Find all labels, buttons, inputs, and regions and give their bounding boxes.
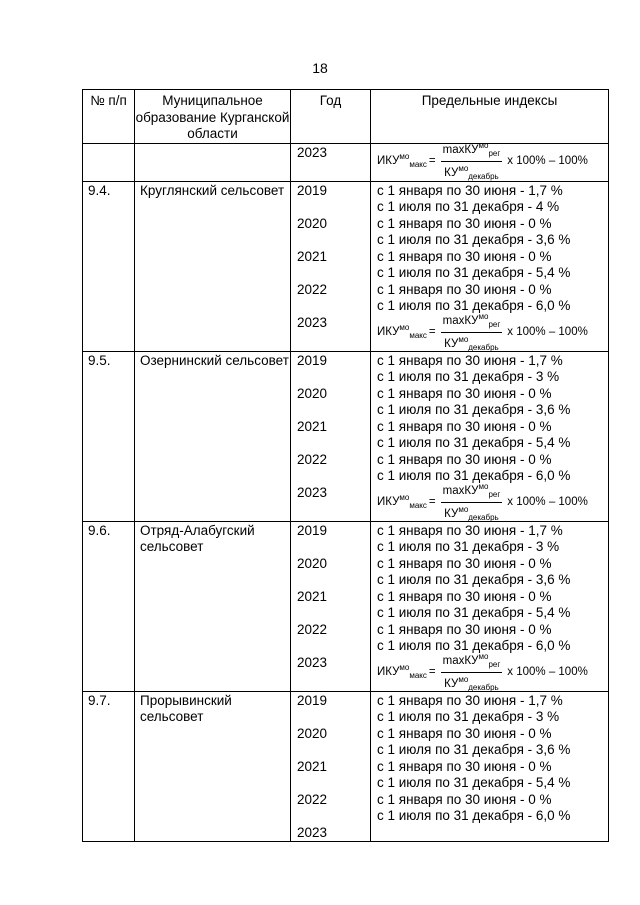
cell-municipality: Круглянский сельсовет — [135, 181, 291, 351]
formula: $ИКУ^{мо}_{макс}$ = $\frac{\max КУ^{мо}_{рег}}{КУ^{мо}_{декабрь}}$ x 100% – 100% — [377, 481, 588, 523]
formula: $ИКУ^{мо}_{макс}$ = $\frac{\max КУ^{мо}_{рег}}{КУ^{мо}_{декабрь}}$ x 100% – 100% — [377, 140, 588, 182]
cell-num — [83, 143, 135, 181]
year-value: 2020 — [297, 725, 328, 741]
year-value: 2020 — [297, 215, 328, 231]
index-line: с 1 июля по 31 декабря - 3,6 % — [377, 572, 571, 587]
year-value: 2022 — [297, 621, 328, 637]
year-value: 2019 — [297, 352, 328, 368]
cell-municipality — [135, 143, 291, 181]
cell-year — [291, 691, 371, 842]
index-line: с 1 января по 30 июня - 0 % — [377, 621, 552, 637]
index-line: с 1 июля по 31 декабря - 5,4 % — [377, 775, 571, 790]
cell-indices — [371, 691, 609, 842]
index-line: с 1 июля по 31 декабря - 6,0 % — [377, 638, 571, 653]
formula: $ИКУ^{мо}_{макс}$ = $\frac{\max КУ^{мо}_{рег}}{КУ^{мо}_{декабрь}}$ x 100% – 100% — [377, 651, 588, 693]
year-value: 2022 — [297, 791, 328, 807]
formula-lhs: $ИКУ^{мо}_{макс}$ — [377, 663, 427, 681]
index-line: с 1 июля по 31 декабря - 4 % — [377, 199, 560, 214]
year-value: 2021 — [297, 418, 328, 434]
index-line: с 1 июля по 31 декабря - 3 % — [377, 539, 560, 554]
cell-year — [291, 521, 371, 691]
cell-num: 9.7. — [83, 691, 135, 842]
year-value: 2020 — [297, 385, 328, 401]
index-line: с 1 января по 30 июня - 0 % — [377, 215, 552, 231]
cell-municipality: Прорывинский сельсовет — [135, 691, 291, 842]
cell-municipality: Озернинский сельсовет — [135, 351, 291, 521]
index-line: с 1 января по 30 июня - 0 % — [377, 385, 552, 401]
formula-lhs: $ИКУ^{мо}_{макс}$ — [377, 323, 427, 341]
table-row — [83, 691, 609, 842]
formula: $ИКУ^{мо}_{макс}$ = $\frac{\max КУ^{мо}_{рег}}{КУ^{мо}_{декабрь}}$ x 100% – 100% — [377, 311, 588, 353]
cell-indices — [371, 181, 609, 351]
year-value: 2023 — [297, 654, 328, 670]
year-value: 2023 — [297, 144, 328, 160]
formula-lhs: $ИКУ^{мо}_{макс}$ — [377, 493, 427, 511]
formula-lhs: $ИКУ^{мо}_{макс}$ — [377, 152, 427, 170]
table-row — [83, 521, 609, 691]
index-line: с 1 января по 30 июня - 0 % — [377, 758, 552, 774]
year-value: 2019 — [297, 522, 328, 538]
cell-num: 9.6. — [83, 521, 135, 691]
index-line: с 1 января по 30 июня - 1,7 % — [377, 522, 563, 538]
cell-indices — [371, 140, 609, 182]
index-line: с 1 июля по 31 декабря - 3,6 % — [377, 232, 571, 247]
continued-row — [83, 143, 609, 181]
index-line: с 1 июля по 31 декабря - 6,0 % — [377, 298, 571, 313]
index-line: с 1 января по 30 июня - 1,7 % — [377, 692, 563, 708]
page-number: 18 — [312, 60, 328, 76]
cell-indices — [371, 521, 609, 691]
index-line: с 1 января по 30 июня - 1,7 % — [377, 352, 563, 368]
year-value: 2019 — [297, 182, 328, 198]
year-value: 2021 — [297, 248, 328, 264]
cell-num: 9.4. — [83, 181, 135, 351]
header-year: Год — [291, 90, 371, 144]
year-value: 2021 — [297, 588, 328, 604]
index-line: с 1 января по 30 июня - 0 % — [377, 791, 552, 807]
index-line: с 1 июля по 31 декабря - 3,6 % — [377, 402, 571, 417]
index-line: с 1 января по 30 июня - 0 % — [377, 588, 552, 604]
cell-year — [291, 143, 371, 181]
index-line: с 1 января по 30 июня - 0 % — [377, 451, 552, 467]
index-line: с 1 января по 30 июня - 0 % — [377, 555, 552, 571]
year-value: 2022 — [297, 451, 328, 467]
year-value: 2023 — [297, 824, 328, 840]
index-line: с 1 января по 30 июня - 0 % — [377, 248, 552, 264]
index-line: с 1 июля по 31 декабря - 6,0 % — [377, 808, 571, 823]
year-value: 2023 — [297, 484, 328, 500]
cell-municipality: Отряд-Алабугский сельсовет — [135, 521, 291, 691]
index-line: с 1 января по 30 июня - 0 % — [377, 281, 552, 297]
index-line: с 1 июля по 31 декабря - 5,4 % — [377, 265, 571, 280]
header-row — [83, 90, 609, 144]
index-line: с 1 января по 30 июня - 0 % — [377, 418, 552, 434]
cell-num: 9.5. — [83, 351, 135, 521]
cell-year — [291, 351, 371, 521]
year-value: 2023 — [297, 314, 328, 330]
index-line: с 1 января по 30 июня - 1,7 % — [377, 182, 563, 198]
index-line: с 1 июля по 31 декабря - 6,0 % — [377, 468, 571, 483]
index-line: с 1 июля по 31 декабря - 3 % — [377, 369, 560, 384]
year-value: 2022 — [297, 281, 328, 297]
index-line: с 1 июля по 31 декабря - 3,6 % — [377, 742, 571, 757]
index-line: с 1 января по 30 июня - 0 % — [377, 725, 552, 741]
year-value: 2021 — [297, 758, 328, 774]
header-municipality: Муниципальное образование Курганской области — [135, 90, 291, 144]
index-line: с 1 июля по 31 декабря - 5,4 % — [377, 605, 571, 620]
tariff-index-table — [82, 89, 609, 842]
table-row — [83, 181, 609, 351]
index-line: с 1 июля по 31 декабря - 5,4 % — [377, 435, 571, 450]
cell-year — [291, 181, 371, 351]
year-value: 2019 — [297, 692, 328, 708]
header-num: № п/п — [83, 90, 135, 144]
index-line: с 1 июля по 31 декабря - 3 % — [377, 709, 560, 724]
header-indices: Предельные индексы — [371, 90, 609, 144]
table-row — [83, 351, 609, 521]
cell-indices — [371, 351, 609, 521]
year-value: 2020 — [297, 555, 328, 571]
